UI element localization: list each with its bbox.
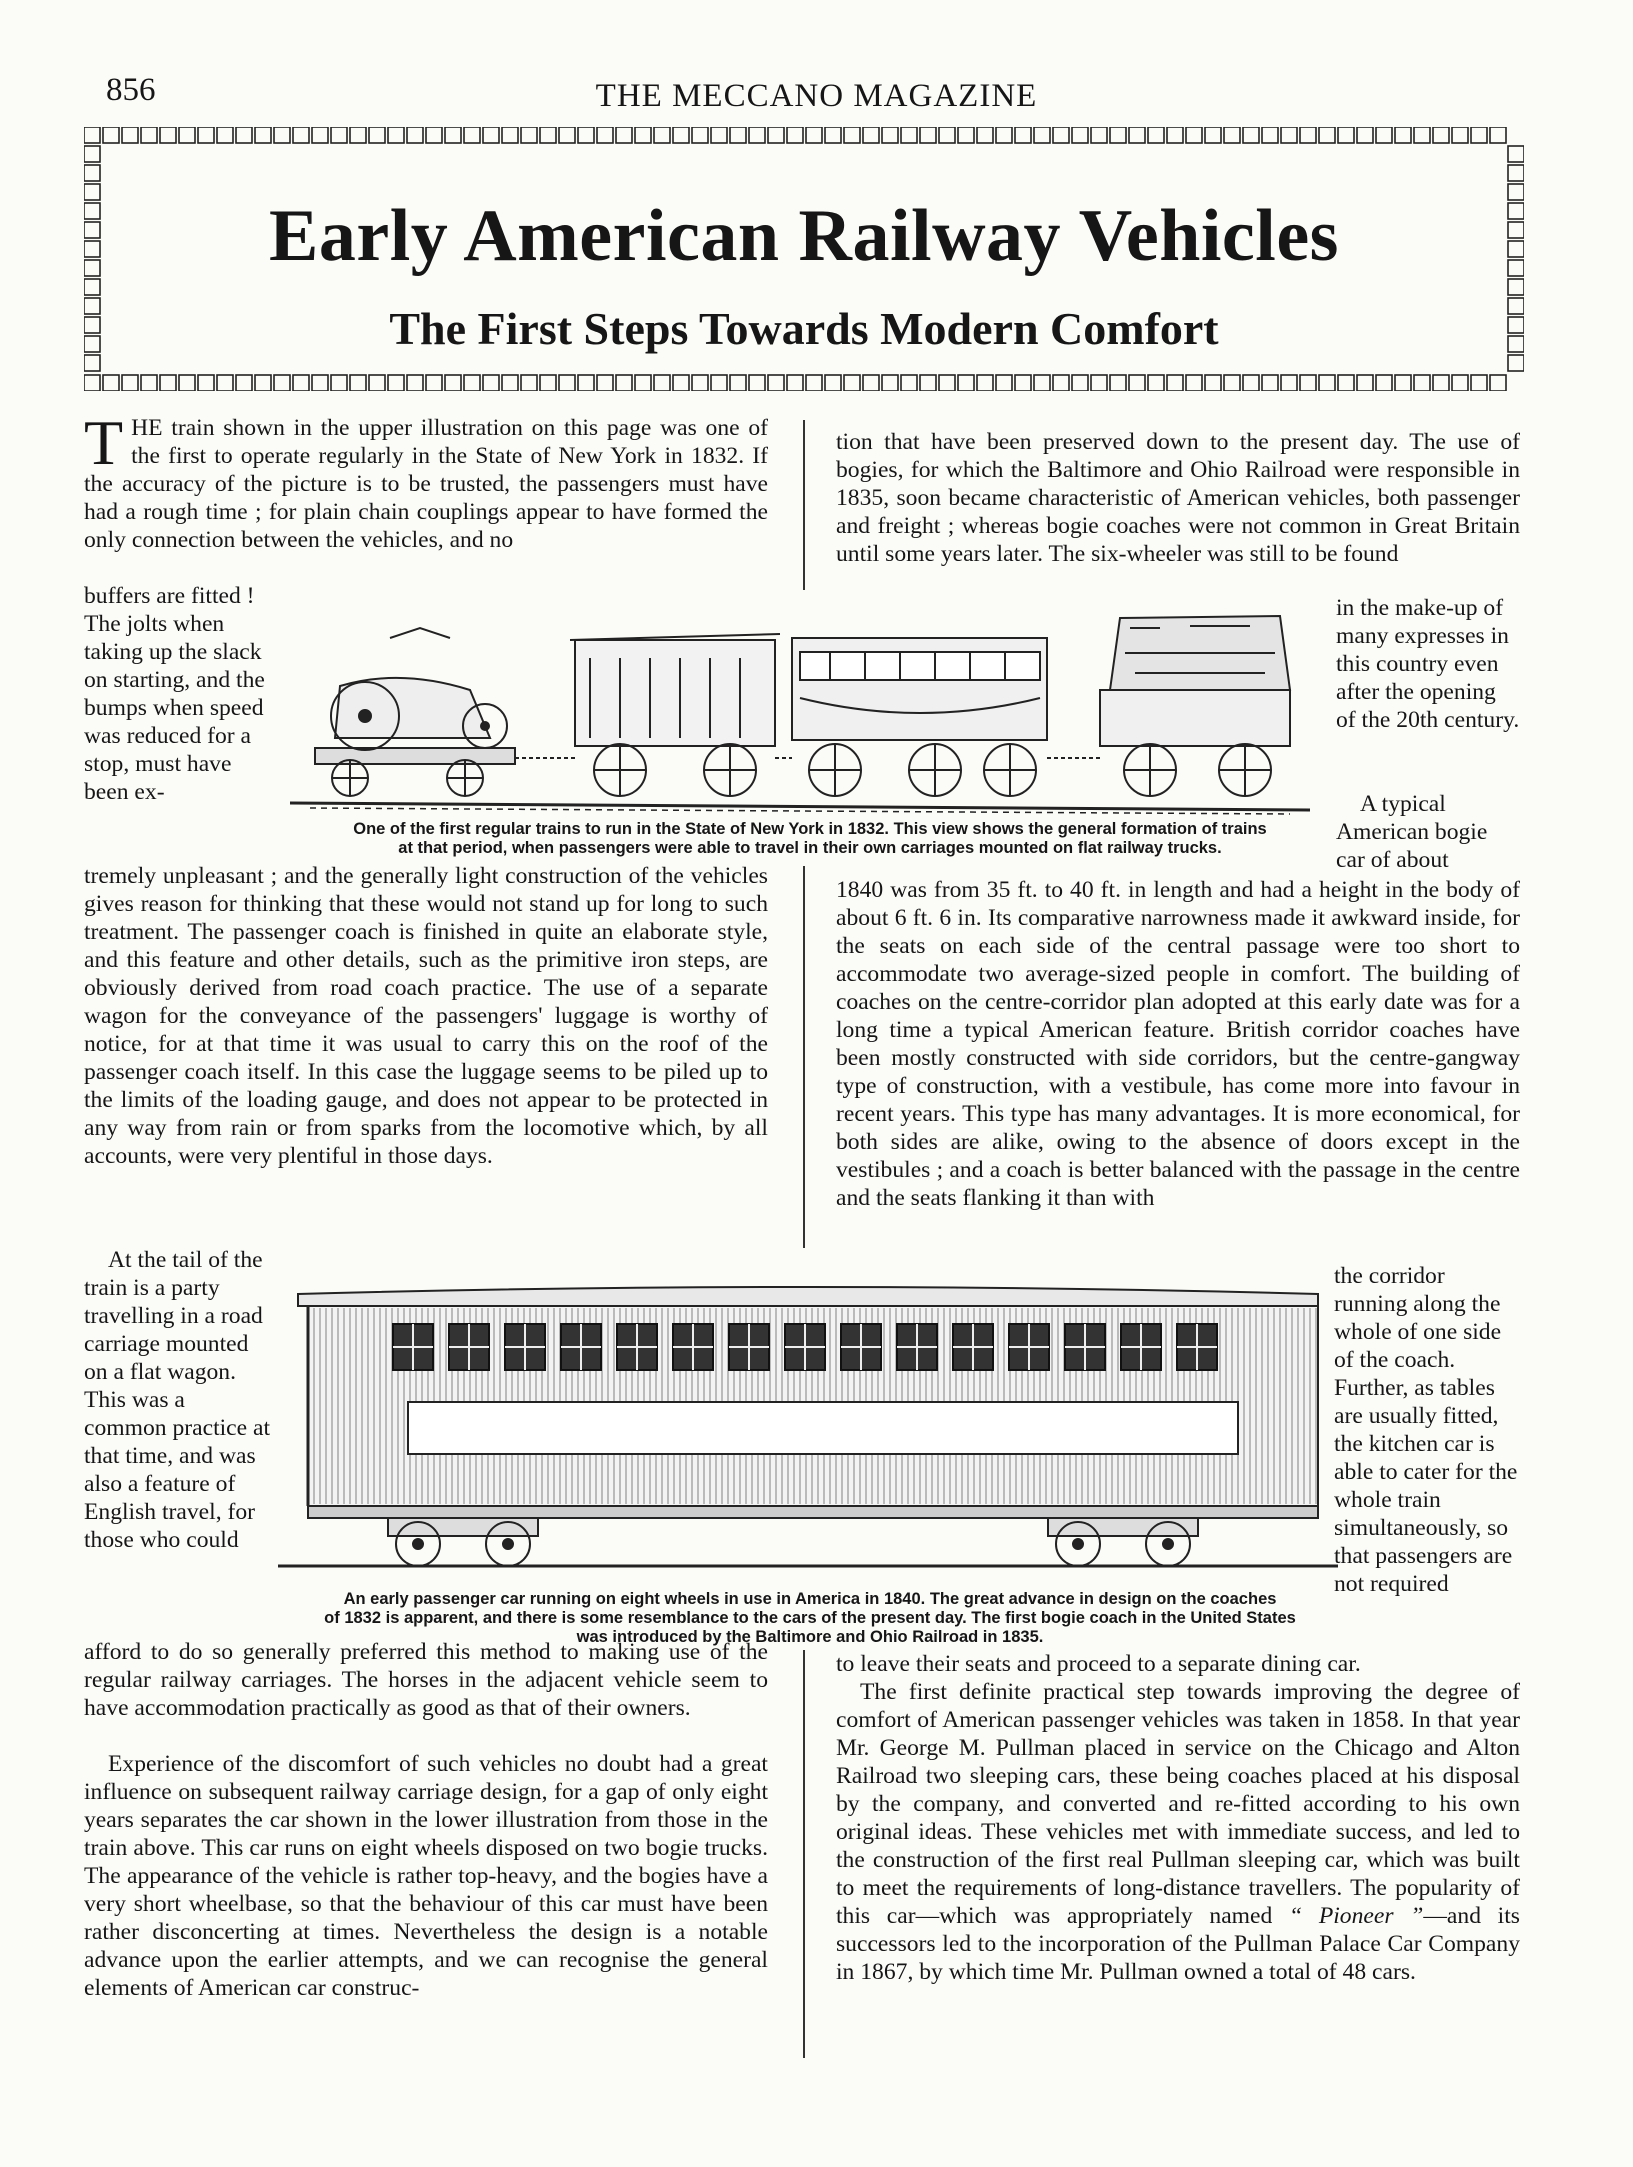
border-square [1395,127,1411,143]
border-square [350,375,366,391]
border-square [768,127,784,143]
border-square [122,375,138,391]
border-square [84,165,100,181]
border-square [1129,127,1145,143]
border-square [844,127,860,143]
border-square [1262,127,1278,143]
border-square [141,375,157,391]
border-square [825,127,841,143]
border-square [84,375,100,391]
drop-cap: T [84,407,124,478]
border-square [1300,375,1316,391]
border-square [1205,375,1221,391]
border-square [901,127,917,143]
border-square [1091,375,1107,391]
border-square [806,127,822,143]
border-square [1281,375,1297,391]
border-square [1357,127,1373,143]
border-square [388,375,404,391]
border-square [920,127,936,143]
border-square [1034,375,1050,391]
border-square [1167,375,1183,391]
border-square [597,375,613,391]
border-square [540,127,556,143]
border-square [293,375,309,391]
border-square [901,375,917,391]
border-square [217,375,233,391]
border-square [692,375,708,391]
border-square [388,127,404,143]
border-square [521,127,537,143]
border-square [274,127,290,143]
border-square [502,127,518,143]
border-square [1148,127,1164,143]
border-square [977,375,993,391]
border-square [1452,375,1468,391]
border-square [1091,127,1107,143]
column-rule [803,1650,805,2058]
border-square [920,375,936,391]
train-1832-caption: One of the first regular trains to run in the State of New York in 1832. This view shows the general formation of trains at that period, when passengers were able to travel in their own carriages mounted on flat railway trucks. [353,820,1267,857]
border-square [1452,127,1468,143]
border-square [426,375,442,391]
border-square [103,127,119,143]
car-1840-illustration [278,1272,1338,1574]
border-square [407,127,423,143]
right-paragraph-bogies: tion that have been preserved down to the present day. The use of bogies, for which the Baltimore and Ohio Railroad were responsible in 1835, soon became characteristic of American vehicles, both passenger and freight ; whereas bogie coaches were not common in Great Britain until some years later. The six-wheeler was still to be found [836,429,1520,567]
car-1840-caption: An early passenger car running on eight wheels in use in America in 1840. The great advance in design on the coaches of 1832 is apparent, and there is some resemblance to the cars of the present day. The first bogie coach in the United States was introduced by the Baltimore and Ohio Railroad in 1835. [324,1590,1296,1646]
right-paragraph-bogie-car: 1840 was from 35 ft. to 40 ft. in length and had a height in the body of about 6 ft. 6 in. Its comparative narrowness made it awkward inside, for the seats on each side of the central passage were too short to accommodate two average-sized people in comfort. The building of coaches on the centre-corridor plan adopted at this early date was for a long time a typical American feature. British corridor coaches have been mostly constructed with side corridors, but the centre-gangway type of construction, with a vestibule, has come more into favour in recent years. This type has many advantages. It is more economical, for both sides are alike, owing to the absence of doors except in the vestibules ; and a coach is better balanced with the passage in the centre and the seats flanking it than with [836,877,1520,1211]
border-square [521,375,537,391]
border-square [996,375,1012,391]
border-square [122,127,138,143]
border-square [1072,127,1088,143]
border-square [1129,375,1145,391]
border-square [806,375,822,391]
border-square [236,127,252,143]
column-rule [803,866,805,1248]
border-square [1281,127,1297,143]
border-square [1508,355,1524,371]
border-square [1205,127,1221,143]
border-square [692,127,708,143]
left-wrap-text-2: At the tail of the train is a party travelling in a road carriage mounted on a flat wagon. This was a common practice at that time, and was also a feature of English travel, for those who could [84,1247,271,1553]
train-1832-illustration [290,598,1310,820]
border-square [483,375,499,391]
border-square [711,375,727,391]
border-square [255,127,271,143]
right-wrap-text: in the make-up of many expresses in this country even after the opening of the 20th century. [1336,595,1520,733]
border-square [977,127,993,143]
border-square [1338,127,1354,143]
border-square [1433,127,1449,143]
border-square [312,375,328,391]
border-square [1433,375,1449,391]
border-square [369,127,385,143]
border-square [84,127,100,143]
running-head: THE MECCANO MAGAZINE [595,78,1038,114]
article-subtitle: The First Steps Towards Modern Comfort [389,303,1219,354]
right-wrap-text-corridor: the corridor running along the whole of one side of the coach. Further, as tables are usually fitted, the kitchen car is able to cater for the whole train simultaneously, so that passengers are not required [1334,1263,1518,1597]
border-square [1300,127,1316,143]
border-square [445,127,461,143]
border-square [1243,127,1259,143]
border-square [711,127,727,143]
border-square [844,375,860,391]
border-square [730,375,746,391]
border-square [939,127,955,143]
border-square [426,127,442,143]
border-square [616,127,632,143]
right-wrap-text-typical: A typical American bogie car of about [1336,791,1488,873]
border-square [597,127,613,143]
border-square [103,375,119,391]
border-square [1376,375,1392,391]
border-square [749,375,765,391]
border-square [635,127,651,143]
border-square [141,127,157,143]
border-square [369,375,385,391]
border-square [1243,375,1259,391]
border-square [1319,375,1335,391]
border-square [1508,165,1524,181]
border-square [255,375,271,391]
border-square [1414,375,1430,391]
border-square [749,127,765,143]
border-square [1471,127,1487,143]
border-square [1167,127,1183,143]
border-square [331,375,347,391]
border-square [179,375,195,391]
border-square [445,375,461,391]
border-square [559,375,575,391]
right-paragraph-pullman: The first definite practical step towards improving the degree of comfort of American passenger vehicles was taken in 1858. In that year Mr. George M. Pullman placed in service on the Chicago and Alton Railroad two sleeping cars, these being coaches placed at his disposal by the company, and converted and re-fitted according to his own original ideas. These vehicles met with immediate success, and led to the construction of the first real Pullman sleeping car, which was built to meet the requirements of long-distance travellers. The popularity of this car—which was appropriately named “ Pioneer ”—and its successors led to the incorporation of the Pullman Palace Car Company in 1867, by which time Mr. Pullman owned a total of 48 cars. [836,1679,1520,1985]
border-square [939,375,955,391]
border-square [198,375,214,391]
border-square [1224,375,1240,391]
border-square [1015,127,1031,143]
border-square [578,375,594,391]
border-square [863,375,879,391]
border-square [1508,146,1524,162]
border-square [1338,375,1354,391]
border-square [1508,279,1524,295]
border-square [958,375,974,391]
border-square [787,127,803,143]
border-square [84,279,100,295]
border-square [1053,127,1069,143]
right-paragraph-dining: to leave their seats and proceed to a separate dining car. [836,1651,1361,1677]
border-square [331,127,347,143]
border-square [1110,127,1126,143]
border-square [825,375,841,391]
border-square [1471,375,1487,391]
border-square [1072,375,1088,391]
border-square [274,375,290,391]
border-square [84,355,100,371]
border-square [198,127,214,143]
border-square [502,375,518,391]
border-square [654,375,670,391]
border-square [483,127,499,143]
border-square [293,127,309,143]
left-paragraph-experience: Experience of the discomfort of such vehicles no doubt had a great influence on subsequent railway carriage design, for a gap of only eight years separates the car shown in the lower illustration from those in the train above. This car runs on eight wheels disposed on two bogie trucks. The appearance of the vehicle is rather top-heavy, and the bogies have a very short wheelbase, so that the behaviour of this car must have been rather disconcerting at times. Nevertheless the design is a notable advance upon the earlier attempts, and we can recognise the general elements of American car construc- [84,1751,768,2001]
border-square [635,375,651,391]
border-square [578,127,594,143]
page-number: 856 [106,72,156,108]
border-square [1015,375,1031,391]
border-square [1034,127,1050,143]
left-paragraph-intro: THE train shown in the upper illustration on this page was one of the first to operate regularly in the State of New York in 1832. If the accuracy of the picture is to be trusted, the passengers must have had a rough time ; for plain chain couplings appear to have formed the only connection between the vehicles, and no [84,407,768,553]
border-square [1110,375,1126,391]
border-square [1319,127,1335,143]
left-paragraph-horses: afford to do so generally preferred this method to making use of the regular railway carriages. The horses in the adjacent vehicle seem to have accommodation practically as good as that of their owners. [84,1639,768,1721]
border-square [1148,375,1164,391]
border-square [730,127,746,143]
border-square [1395,375,1411,391]
article-title: Early American Railway Vehicles [269,195,1339,277]
left-paragraph-luggage: tremely unpleasant ; and the generally light construction of the vehicles gives reason for thinking that these would not stand up for long to such treatment. The passenger coach is finished in quite an elaborate style, and this feature and other details, such as the primitive iron steps, are obviously derived from road coach practice. The use of a separate wagon for the conveyance of the passengers' luggage is worthy of notice, for at that time it was usual to carry this on the roof of the passenger coach itself. In this case the luggage seems to be piled up to the limits of the loading gauge, and does not appear to be protected in any way from rain or from sparks from the locomotive which, by all accounts, were very plentiful in those days. [84,863,768,1169]
border-square [882,127,898,143]
border-square [1262,375,1278,391]
border-square [863,127,879,143]
border-square [882,375,898,391]
border-square [464,375,480,391]
pioneer-name: “ Pioneer ” [1289,1903,1424,1929]
left-wrap-text: buffers are fitted ! The jolts when taking up the slack on starting, and the bumps when speed was reduced for a stop, must have been ex- [84,583,265,805]
border-square [350,127,366,143]
column-rule [803,420,805,590]
border-square [1490,127,1506,143]
border-square [160,375,176,391]
border-square [1186,375,1202,391]
border-square [84,146,100,162]
border-square [1490,375,1506,391]
border-square [673,127,689,143]
border-square [217,127,233,143]
border-square [996,127,1012,143]
border-square [540,375,556,391]
border-square [1414,127,1430,143]
border-square [407,375,423,391]
border-square [958,127,974,143]
border-square [1186,127,1202,143]
border-square [768,375,784,391]
border-square [1376,127,1392,143]
border-square [1357,375,1373,391]
border-square [673,375,689,391]
border-square [464,127,480,143]
border-square [1224,127,1240,143]
border-square [179,127,195,143]
border-square [160,127,176,143]
border-square [616,375,632,391]
border-square [654,127,670,143]
border-square [236,375,252,391]
border-square [559,127,575,143]
border-square [312,127,328,143]
border-square [787,375,803,391]
border-square [1053,375,1069,391]
